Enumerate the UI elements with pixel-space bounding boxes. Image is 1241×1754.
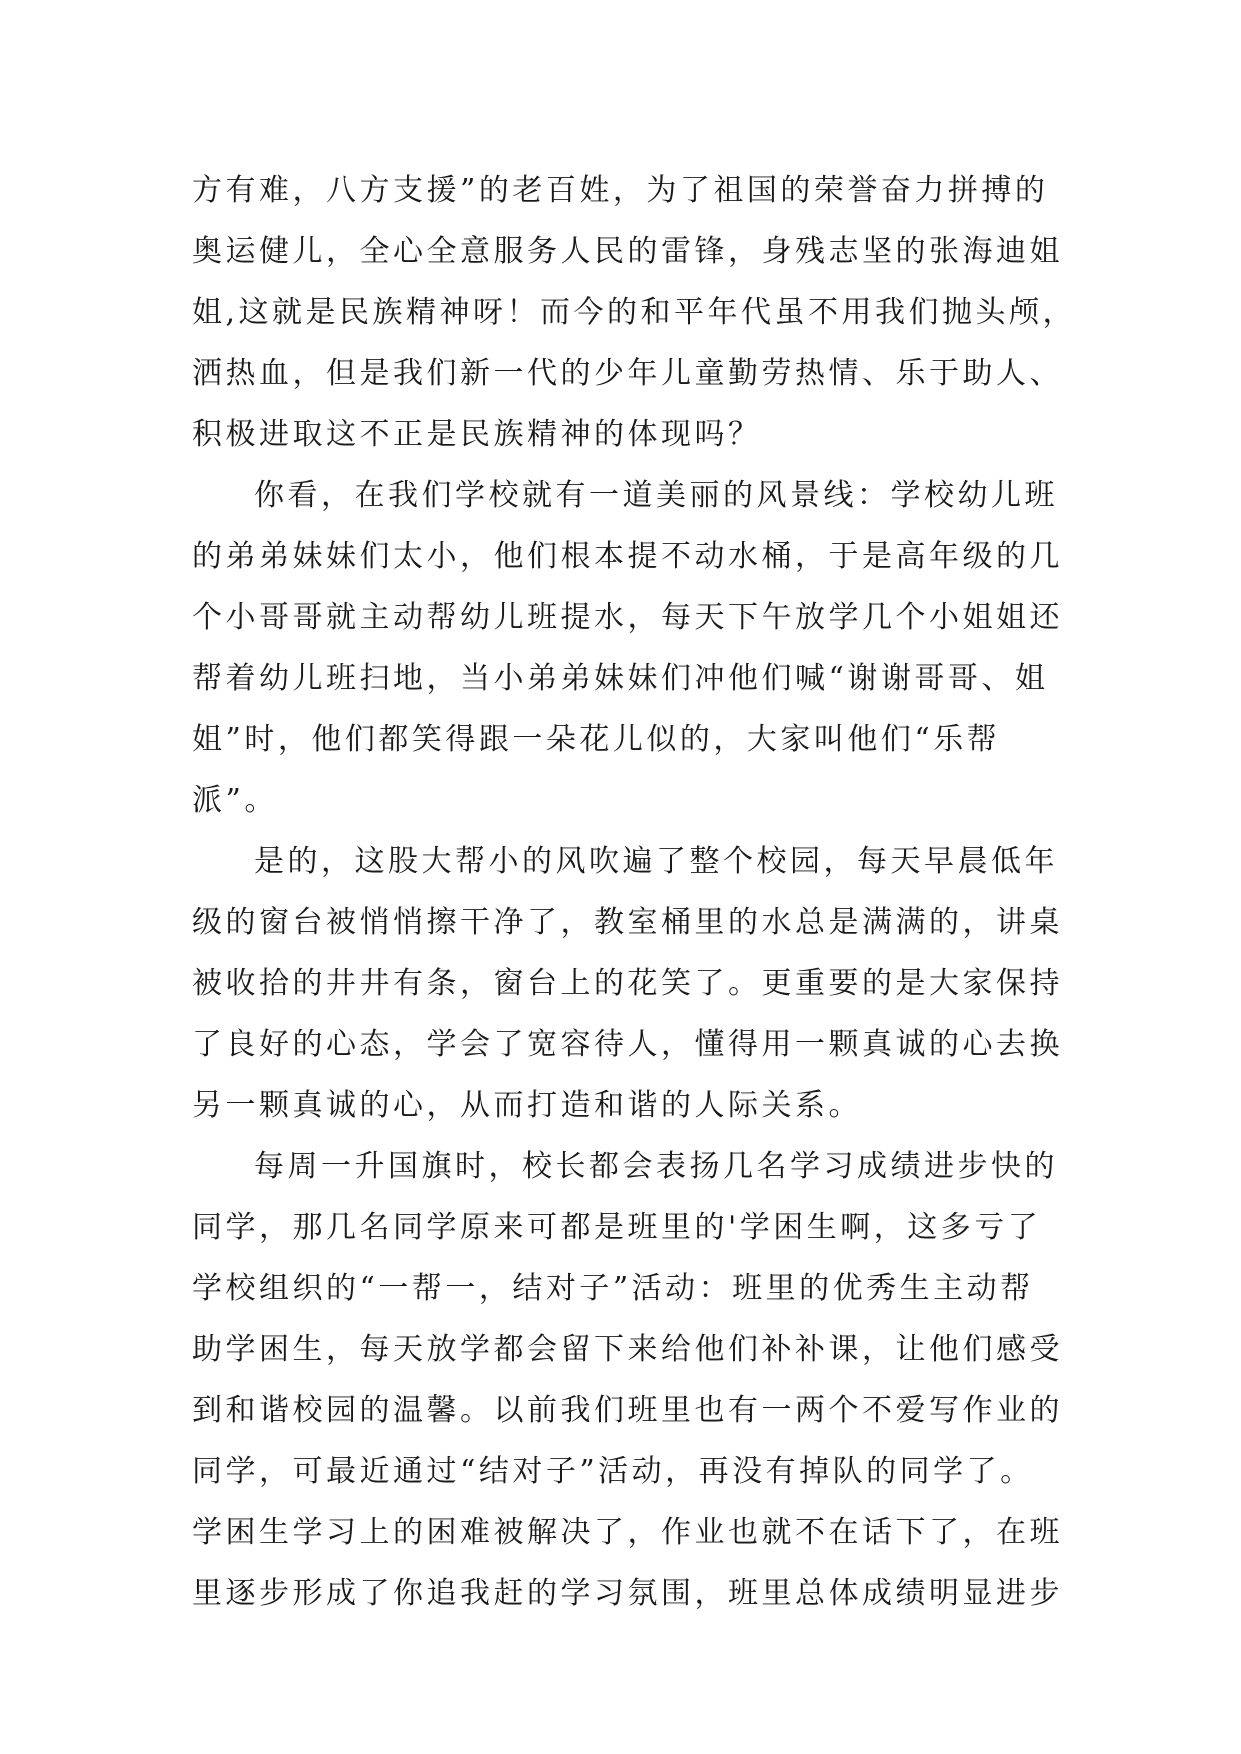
text-line: 帮着幼儿班扫地，当小弟弟妹妹们冲他们喊“谢谢哥哥、姐 [192,661,1049,696]
text-line: 了良好的心态，学会了宽容待人，懂得用一颗真诚的心去换 [192,1027,1063,1062]
text-line: 的弟弟妹妹们太小，他们根本提不动水桶，于是高年级的几 [192,539,1063,574]
text-line: 学困生学习上的困难被解决了，作业也就不在话下了，在班 [192,1515,1063,1550]
text-line: 里逐步形成了你追我赶的学习氛围，班里总体成绩明显进步 [192,1576,1063,1611]
paragraph-start-line: 每周一升国旗时，校长都会表扬几名学习成绩进步快的 [254,1149,1058,1184]
text-line: 级的窗台被悄悄擦干净了，教室桶里的水总是满满的，讲桌 [192,905,1063,940]
text-line: 助学困生，每天放学都会留下来给他们补补课，让他们感受 [192,1332,1063,1367]
text-line: 另一颗真诚的心，从而打造和谐的人际关系。 [192,1088,862,1123]
text-line: 积极进取这不正是民族精神的体现吗？ [192,417,762,452]
text-line: 派”。 [192,783,278,818]
text-line: 学校组织的“一帮一，结对子”活动：班里的优秀生主动帮 [192,1271,1034,1306]
text-line: 方有难，八方支援”的老百姓，为了祖国的荣誉奋力拼搏的 [192,173,1049,208]
paragraph-start-line: 你看，在我们学校就有一道美丽的风景线：学校幼儿班 [254,478,1058,513]
text-line: 姐,这就是民族精神呀！而今的和平年代虽不用我们抛头颅， [192,295,1077,330]
text-line: 个小哥哥就主动帮幼儿班提水，每天下午放学几个小姐姐还 [192,600,1063,635]
text-line: 被收拾的井井有条，窗台上的花笑了。更重要的是大家保持 [192,966,1063,1001]
text-line: 姐”时，他们都笑得跟一朵花儿似的，大家叫他们“乐帮 [192,722,1001,757]
text-line: 奥运健儿，全心全意服务人民的雷锋，身残志坚的张海迪姐 [192,234,1063,269]
paragraph-start-line: 是的，这股大帮小的风吹遍了整个校园，每天早晨低年 [254,844,1058,879]
text-line: 同学，那几名同学原来可都是班里的'学困生啊，这多亏了 [192,1210,1042,1245]
text-line: 洒热血，但是我们新一代的少年儿童勤劳热情、乐于助人、 [192,356,1063,391]
document-body [192,160,1092,1624]
text-line: 到和谐校园的温馨。以前我们班里也有一两个不爱写作业的 [192,1393,1063,1428]
text-line: 同学，可最近通过“结对子”活动，再没有掉队的同学了。 [192,1454,1034,1489]
